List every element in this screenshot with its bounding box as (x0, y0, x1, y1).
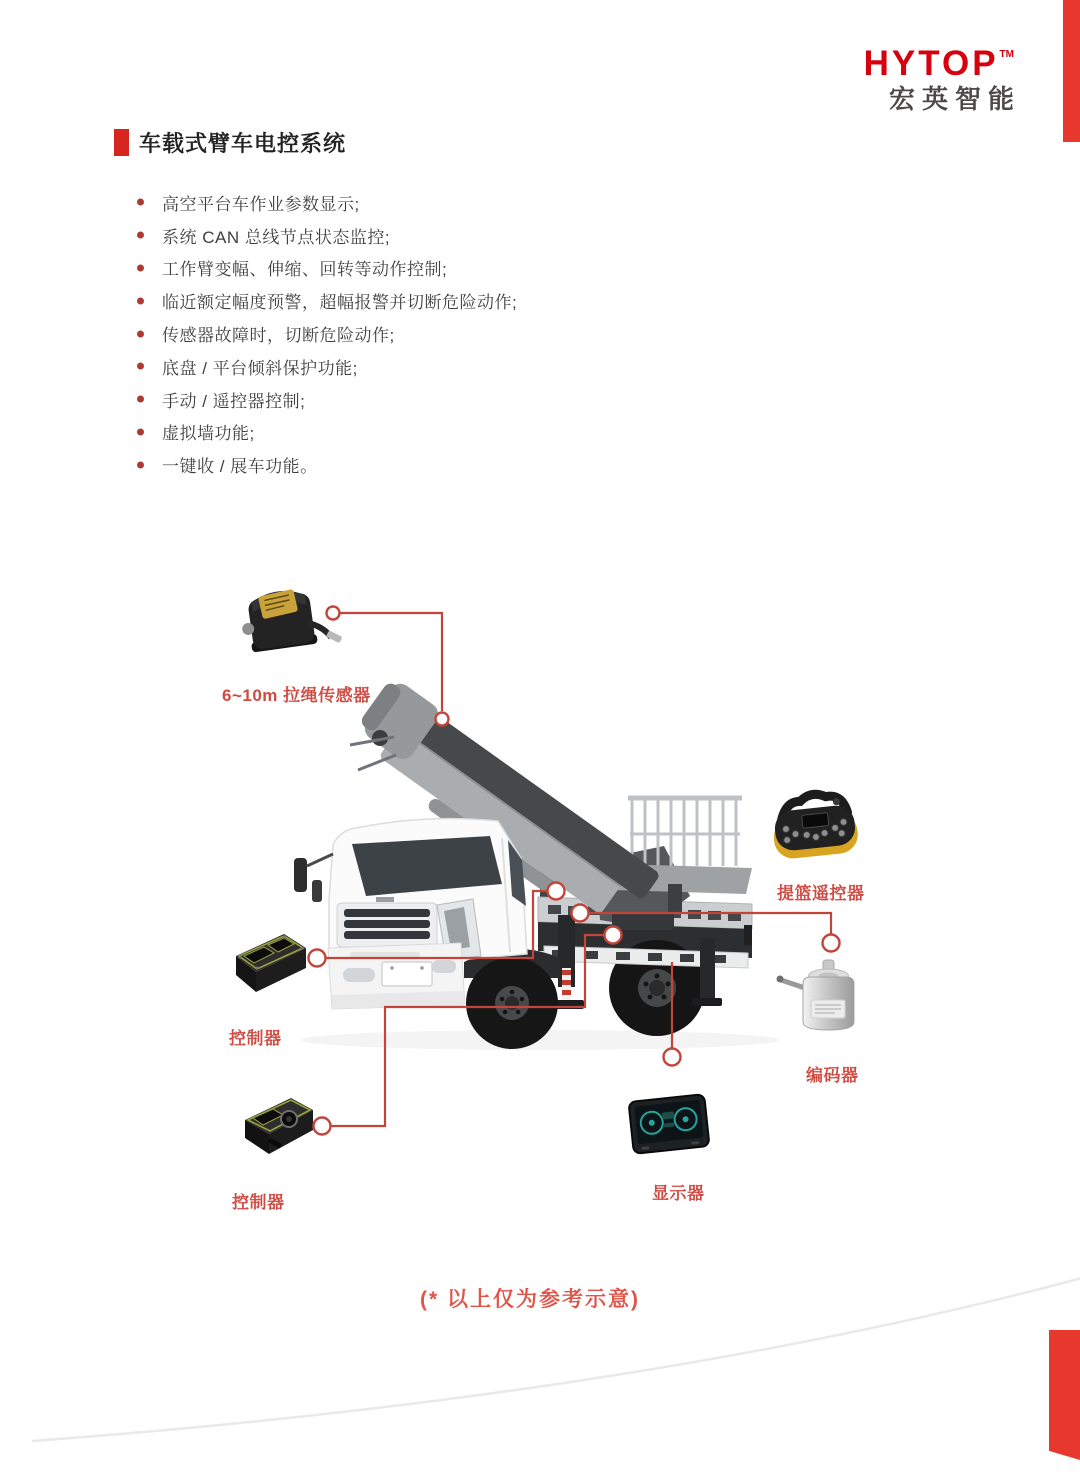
label-controller-bottom: 控制器 (232, 1193, 285, 1212)
page-title: 车载式臂车电控系统 (139, 131, 347, 156)
feature-item: 临近额定幅度预警，超幅报警并切断危险动作; (132, 284, 517, 317)
display-monitor-image (628, 1094, 709, 1154)
controller-front-image (236, 934, 306, 992)
basket-remote-image (770, 790, 860, 860)
brand-trademark: TM (999, 49, 1014, 60)
feature-item: 传感器故障时，切断危险动作; (132, 317, 517, 350)
feature-item: 工作臂变幅、伸缩、回转等动作控制; (132, 252, 517, 285)
controller-bottom-image (245, 1098, 313, 1154)
feature-item: 一键收 / 展车功能。 (132, 448, 517, 481)
brand-wordmark: HYTOP (863, 44, 999, 83)
label-display: 显示器 (652, 1184, 705, 1203)
label-pull-rope-sensor: 6~10m 拉绳传感器 (222, 686, 371, 705)
brand-name-cn: 宏英智能 (888, 84, 1021, 114)
bottom-right-accent-bar (1049, 1330, 1080, 1460)
label-encoder: 编码器 (806, 1066, 859, 1085)
pull-rope-sensor-image (238, 583, 344, 656)
footnote: (* 以上仅为参考示意) (420, 1288, 640, 1311)
label-basket-remote: 提篮遥控器 (777, 884, 865, 903)
feature-item: 高空平台车作业参数显示; (132, 186, 517, 219)
top-right-accent-bar (1063, 0, 1080, 142)
feature-item: 系统 CAN 总线节点状态监控; (132, 219, 517, 252)
label-controller-front: 控制器 (229, 1029, 282, 1048)
feature-item: 底盘 / 平台倾斜保护功能; (132, 350, 517, 383)
encoder-image (777, 960, 855, 1030)
truck-illustration (294, 676, 752, 1049)
feature-item: 手动 / 遥控器控制; (132, 383, 517, 416)
feature-item: 虚拟墙功能; (132, 416, 517, 449)
